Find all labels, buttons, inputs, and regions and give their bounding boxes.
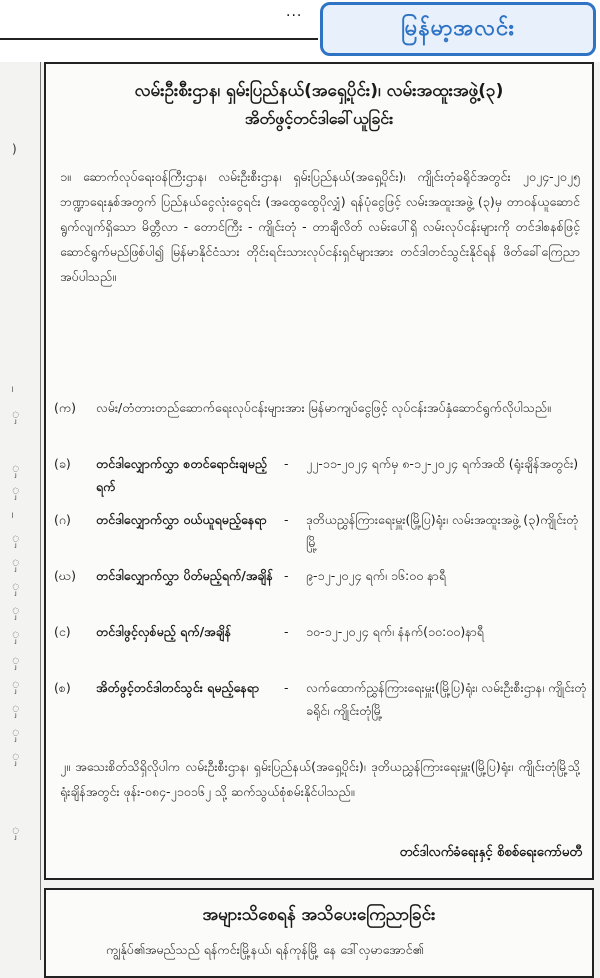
row-label: အိတ်ဖွင့်တင်ဒါတင်သွင်း ရမည့်နေရာ [96,680,260,695]
item-number: (က) [54,400,76,415]
left-glyph: ှ [12,823,20,837]
notice-signoff: တင်ဒါလက်ခံရေးနှင့် စိစစ်ရေးကော်မတီ [399,845,582,860]
public-notice-title: အများသိစေရန် အသိပေးကြေညာခြင်း [202,905,436,925]
notice-row [54,676,588,730]
left-glyph: ှ [12,461,20,475]
notice-subtitle: အိတ်ဖွင့်တင်ဒါခေါ်ယူခြင်း [244,109,394,128]
notice-paragraph-1: ၁။ ဆောက်လုပ်ရေးဝန်ကြီးဌာန၊ လမ်းဦးစီးဌာန၊ ရှမ်းပြည်နယ်(အရှေ့ပိုင်း)၊ ကျိုင်းတုံခရိုင်အတွင်း ၂၀၂၄-၂၀၂၅ ဘဏ္ဍာရေးနှစ်အတွက် ပြည်နယ်ငွေလုံးငွေရင်း (အထွေထွေပိုလျှံ) ရန်ပုံငွေဖြင့် လမ်းအထူးအဖွဲ့ (၃)မှ တာဝန်ယူဆောင်ရွက်လျက်ရှိသော မိတ္တီလာ - တောင်ကြီး - ကျိုင်းတုံ - တာချီလိတ် လမ်းပေါ်ရှိ လမ်းလုပ်ငန်းများကို တင်ဒါစနစ်ဖြင့် ဆောင်ရွက်မည်ဖြစ်ပါ၍ မြန်မာနိုင်ငံသား တိုင်းရင်းသားလုပ်ငန်းရှင်များအား တင်ဒါတင်သွင်းနိုင်ရန် ဖိတ်ခေါ်ကြေညာအပ်ပါသည်။ [60,169,580,284]
left-glyph: ှ [12,677,20,691]
public-notice [44,888,594,978]
row-number: (ဂ) [54,512,71,527]
row-label: တင်ဒါလျှောက်လွှာ စတင်ရောင်းချမည့်ရက် [96,456,267,494]
left-glyph: ှ [12,627,20,641]
item-text: လမ်း/တံတားတည်ဆောက်ရေးလုပ်ငန်းများအား မြန်မာကျပ်ငွေဖြင့် လုပ်ငန်းအပ်နှံဆောင်ရွက်လိုပါသည်။ [96,400,551,415]
notice-row [54,564,588,614]
left-glyph: ှ [12,725,20,739]
public-notice-body: ကျွန်ုပ်၏အမည်သည် ရန်ကင်းမြို့နယ်၊ ရန်ကုန်မြို့ နေ ဒေါ်လှမာအောင်၏ [106,942,424,957]
logo-text: မြန်မာ့အလင်း [401,15,515,41]
row-label: တင်ဒါဖွင့်လှစ်မည့် ရက်/အချိန် [96,624,232,639]
left-glyph: ှ [12,579,20,593]
row-number: (ဃ) [54,568,76,583]
masthead-dots: ... [286,4,303,20]
notice-item-ka [54,396,588,446]
left-glyph: ) [12,142,17,156]
left-glyph: ၊ [12,507,14,521]
left-glyph: ၊ [12,381,14,395]
row-label: တင်ဒါလျှောက်လွှာ ဝယ်ယူရမည့်နေရာ [96,512,267,527]
row-number: (စ) [54,680,71,695]
notice-row [54,452,588,502]
row-value: လက်ထောက်ညွှန်ကြားရေးမှူး(မြို့ပြ)ရုံး၊ လမ်းဦးစီးဌာန၊ ကျိုင်းတုံခရိုင်၊ ကျိုင်းတုံမြို့ [306,680,587,718]
notice-title: လမ်းဦးစီးဌာန၊ ရှမ်းပြည်နယ်(အရှေ့ပိုင်း)၊ လမ်းအထူးအဖွဲ့(၃) [134,81,504,101]
row-value: ၁၀-၁၂-၂၀၂၄ ရက်၊ နံနက်(၁၀:၀၀)နာရီ [306,624,484,639]
notice-row [54,620,588,670]
left-glyph: ှ [12,531,20,545]
row-dash: - [284,568,289,583]
row-value: ၂၂-၁၁-၂၀၂၄ ရက်မှ ၈-၁၂-၂၀၂၄ ရက်အထိ (ရုံးချိန်အတွင်း) [306,456,579,471]
row-label: တင်ဒါလျှောက်လွှာ ပိတ်မည့်ရက်/အချိန် [96,568,273,583]
left-glyph: ှ [12,701,20,715]
left-glyph: ှ [12,603,20,617]
notice-row [54,508,588,558]
row-dash: - [284,456,289,471]
row-dash: - [284,512,289,527]
newspaper-logo [320,2,596,56]
row-number: (ခ) [54,456,71,471]
masthead [0,0,600,62]
left-glyph: ှ [12,653,20,667]
left-glyph: ှ [12,749,20,763]
left-glyph: ှ [12,483,20,497]
row-dash: - [284,680,289,695]
left-glyph: ှ [12,555,20,569]
left-column-fragment [0,62,41,960]
row-value: ဒုတိယညွှန်ကြားရေးမှူး(မြို့ပြ)ရုံး၊ လမ်းအထူးအဖွဲ့ (၃)ကျိုင်းတုံမြို့ [306,512,579,550]
row-value: ၉-၁၂-၂၀၂၄ ရက်၊ ၁၆:၀၀ နာရီ [306,568,446,583]
row-number: (င) [54,624,71,639]
row-dash: - [284,624,289,639]
tender-notice [44,62,594,880]
notice-paragraph-2: ၂။ အသေးစိတ်သိရှိလိုပါက လမ်းဦးစီးဌာန၊ ရှမ်းပြည်နယ်(အရှေ့ပိုင်း)၊ ဒုတိယညွှန်ကြားရေးမှူး(မြို့ပြ)ရုံး၊ ကျိုင်းတုံမြို့သို့ ရုံးချိန်အတွင်း ဖုန်း-၀၈၄-၂၁၀၁၆၂ သို့ ဆက်သွယ်စုံစမ်းနိုင်ပါသည်။ [60,759,580,799]
left-glyph: ှ [12,407,20,421]
masthead-rule [0,38,318,40]
